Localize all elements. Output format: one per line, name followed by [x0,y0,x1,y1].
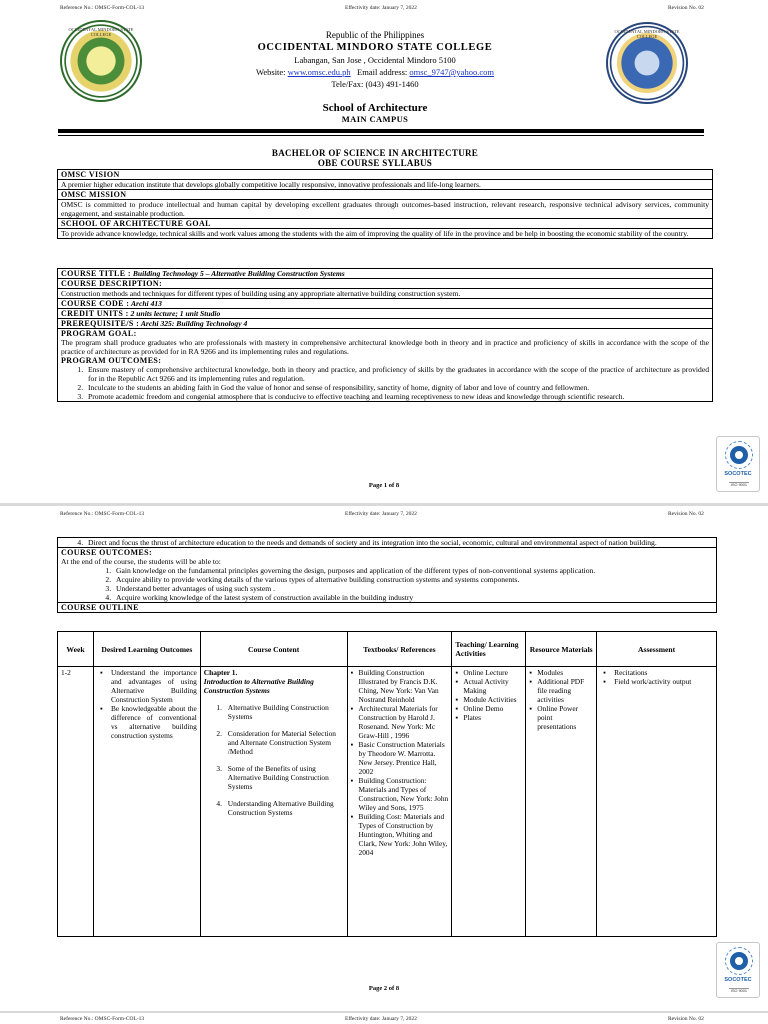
page-3-peek [0,1013,768,1024]
credit-units-label: CREDIT UNITS : [61,309,129,318]
outcome-4-row [58,538,716,548]
list-item: ▪ Plates [455,713,522,722]
list-item: 4. Direct and focus the thrust of architecture education to the needs and demands of society and its integration into the social, economic, cultural and environmental aspect of nation building. [85,538,713,547]
list-item: ▪ Recitations [600,668,713,677]
campus-name: MAIN CAMPUS [341,114,409,124]
republic-line: Republic of the Philippines [325,30,425,40]
content-list [204,703,344,817]
credit-units-row [58,309,712,319]
page-number: Page 2 of 8 [368,985,400,992]
chapter-number: Chapter 1. [203,668,238,677]
vision-text: A premier higher education institute that develops globally competitive locally responsive, innovative professionals and life-long learners. [58,180,712,190]
list-item: ▪ Additional PDF file reading activities [529,677,593,704]
seal-ring-text: OCCIDENTAL MINDORO STATE COLLEGE [68,27,134,37]
list-item: 2. Inculcate to the students an abiding faith in God the value of honor and sense of responsibility, sanctity of home, dignity of labor and love of country and fellowmen. [85,383,709,392]
list-item: ▪ Module Activities [455,695,522,704]
goal-text: To provide advance knowledge, technical skills and work values among the students with the aim of improving the quality of life in the province and be help in boosting the economic stability of the country. [61,229,689,238]
page-1 [0,0,768,503]
socotec-logo-icon [730,446,748,464]
syllabus-title: OBE COURSE SYLLABUS [317,158,433,168]
reference-number: Reference No.: OMSC-Form-COL-13 [60,5,145,11]
column-header-resources: Resource Materials [526,632,597,667]
references-cell [347,667,452,937]
table-header-row [58,632,717,667]
list-item: ▪ Be knowledgeable about the difference of conventional vs alternative building construction systems [97,704,197,740]
revision-number: Revision No. 02 [668,5,704,11]
email-label: Email address: [357,67,408,77]
program-goal-text: The program shall produce graduates who are professionals with mastery in comprehensive architectural knowledge both in theory and in practice and proficiency of skills in accordance with the scope of the practice of architecture as provided for in RA 9266 and its implementing rules and regulations. [61,338,709,356]
email-link[interactable]: omsc_9747@yahoo.com [409,67,494,77]
prerequisite: Archi 325: Building Technology 4 [139,319,248,328]
goal-label: SCHOOL OF ARCHITECTURE GOAL [58,219,712,229]
list-item: 1. Ensure mastery of comprehensive architectural knowledge, both in theory and practice, and proficiency of skills by the graduates in accordance with the scope of the practice of architecture as provided for in the Republic Act 9266 and its implementing rules and regulation. [85,365,709,383]
dlo-cell [93,667,200,937]
course-title: Building Technology 5 – Alternative Building Construction Systems [130,269,345,278]
course-description: Construction methods and techniques for different types of building using any appropriate alternative building construction system. [58,289,712,299]
header-divider-thin [58,135,704,136]
course-code-row [58,299,712,309]
list-item: 4. Understanding Alternative Building Construction Systems [224,799,344,817]
assessment-cell [597,667,717,937]
badge-brand: SOCOTEC [724,977,752,983]
course-title-row [58,269,712,279]
list-item: 4. Acquire working knowledge of the latest system of construction available in the building industry [113,593,713,602]
resources-list [529,668,593,731]
column-header-references: Textbooks/ References [347,632,452,667]
list-item: ▪ Online Power point presentations [529,704,593,731]
effectivity-date: Effectivity date: January 7, 2022 [345,5,417,11]
list-item: 3. Understand better advantages of using such system . [113,584,713,593]
list-item: 3. Some of the Benefits of using Alternative Building Construction Systems [224,764,344,791]
list-item: 1. Gain knowledge on the fundamental principles governing the design, purposes and application of the different types of non-conventional systems application. [113,566,713,575]
header-divider [58,129,704,133]
program-outcomes-continued [61,538,713,547]
college-seal-logo [60,20,142,102]
column-header-content: Course Content [200,632,347,667]
effectivity-date: Effectivity date: January 7, 2022 [345,1016,417,1022]
website-label: Website: [256,67,286,77]
telefax: Tele/Fax: (043) 491-1460 [331,79,419,89]
list-item: 3. Promote academic freedom and congenial atmosphere that is conducive to effective teaching and learning receptiveness to new ideas and knowledge through scientific research. [85,392,709,401]
prerequisite-label: PREREQUISITE/S : [61,319,140,328]
list-item: ▪ Basic Construction Materials by Theodore W. Marrotta. New Jersey. Prentice Hall, 2002 [351,740,449,776]
architecture-seal-logo [606,22,688,104]
program-goal-block [58,329,712,401]
course-outcomes-label: COURSE OUTCOMES: [61,548,153,557]
column-header-week: Week [58,632,94,667]
course-outline-table [57,631,717,937]
college-name: OCCIDENTAL MINDORO STATE COLLEGE [257,42,493,53]
mission-text: OMSC is committed to produce intellectual and human capital by developing excellent graduates through outcomes-based instruction, relevant research, responsive technical advisory services, community engagement, and sustainable production. [58,200,712,219]
vision-label: OMSC VISION [58,170,712,180]
table-row [58,667,717,937]
list-item: ▪ Building Construction Illustrated by Francis D.K. Ching, New York: Van Van Nostrand Reinhold [351,668,449,704]
week-cell: 1-2 [58,667,94,937]
badge-iso: ISO 9001 [730,483,748,487]
list-item: ▪ Actual Activity Making [455,677,522,695]
list-item: ▪ Online Demo [455,704,522,713]
list-item: ▪ Building Cost: Materials and Types of Construction by Huntington, Whiting and Clark, New York: John Wiley, 2004 [351,812,449,857]
course-title-label: COURSE TITLE : [61,269,131,278]
references-list [351,668,449,857]
course-info-box [57,268,713,402]
list-item: 1. Alternative Building Construction Systems [224,703,344,721]
chapter-title: Introduction to Alternative Building Construction Systems [203,677,314,695]
list-item: ▪ Online Lecture [455,668,522,677]
program-title: BACHELOR OF SCIENCE IN ARCHITECTURE [271,148,479,158]
prerequisite-row [58,319,712,329]
resources-cell [526,667,597,937]
assessment-list [600,668,713,686]
list-item: ▪ Understand the importance and advantages of using Alternative Building Construction System [97,668,197,704]
column-header-activities: Teaching/ Learning Activities [452,632,526,667]
effectivity-date: Effectivity date: January 7, 2022 [345,511,417,517]
list-item: 2. Acquire ability to provide working details of the various types of alternative building construction systems and systems components. [113,575,713,584]
website-link[interactable]: www.omsc.edu.ph [287,67,351,77]
course-description-label: COURSE DESCRIPTION: [58,279,712,289]
college-address: Labangan, San Jose , Occidental Mindoro 5100 [294,55,456,65]
column-header-assessment: Assessment [597,632,717,667]
mission-label: OMSC MISSION [58,190,712,200]
reference-number: Reference No.: OMSC-Form-COL-13 [60,1016,145,1022]
revision-number: Revision No. 02 [668,1016,704,1022]
revision-number: Revision No. 02 [668,511,704,517]
contact-line [150,67,600,77]
badge-iso: ISO 9001 [730,989,748,993]
course-outcomes-box [57,537,717,613]
activities-cell [452,667,526,937]
course-code-label: COURSE CODE : [61,299,130,308]
list-item: ▪ Modules [529,668,593,677]
list-item: 2. Consideration for Material Selection and Alternate Construction System /Method [224,729,344,756]
dlo-list [97,668,197,740]
page-2 [0,506,768,1011]
content-cell [200,667,347,937]
list-item: ▪ Field work/activity output [600,677,713,686]
program-outcomes-label: PROGRAM OUTCOMES: [61,356,162,365]
vision-mission-box [57,169,713,239]
badge-brand: SOCOTEC [724,471,752,477]
program-goal-label: PROGRAM GOAL: [61,329,137,338]
school-name: School of Architecture [322,102,428,114]
activities-list [455,668,522,722]
course-outcomes-list [61,566,713,602]
seal-ring-text: OCCIDENTAL MINDORO STATE COLLEGE [614,29,680,39]
column-header-dlo: Desired Learning Outcomes [93,632,200,667]
reference-number: Reference No.: OMSC-Form-COL-13 [60,511,145,517]
course-code: Archi 413 [129,299,162,308]
socotec-logo-icon [730,952,748,970]
program-outcomes-list [61,365,709,401]
page-number: Page 1 of 8 [368,482,400,489]
credit-units: 2 units lecture; 1 unit Studio [128,309,221,318]
list-item: ▪ Building Construction: Materials and Types of Construction, New York: John Wiley and Sons, 1975 [351,776,449,812]
course-outcomes-intro: At the end of the course, the students will be able to: [61,557,221,566]
course-outline-label: COURSE OUTLINE [61,603,139,612]
list-item: ▪ Architectural Materials for Construction by Harold J. Rosenand. New York: Mc Graw-Hill , 1996 [351,704,449,740]
course-outcomes-block [58,548,716,603]
